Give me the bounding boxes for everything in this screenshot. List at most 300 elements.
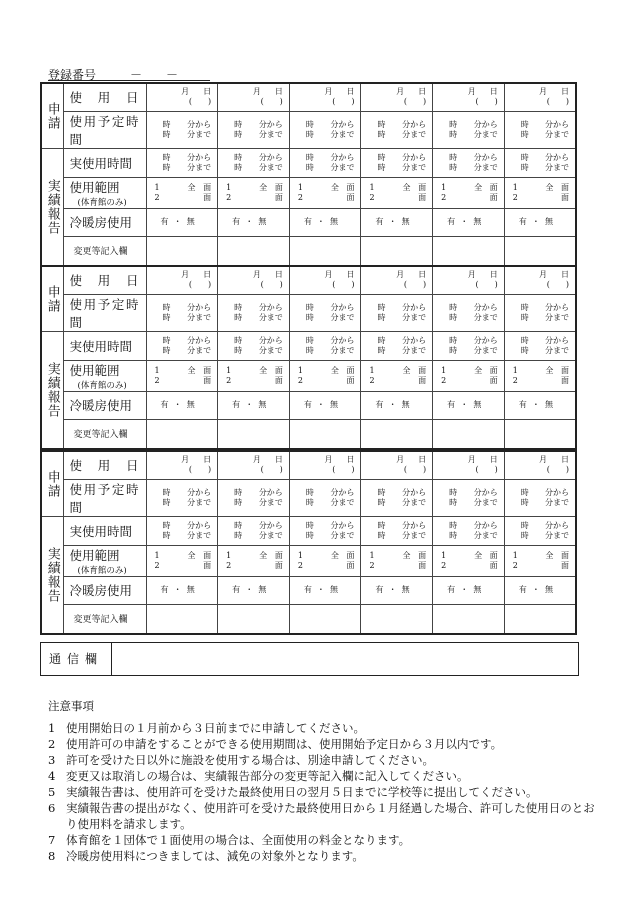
- hour-unit: 時: [305, 302, 314, 312]
- ac-yes: 有: [518, 585, 527, 594]
- range-cell[interactable]: [146, 360, 218, 391]
- note-number: 1: [48, 721, 56, 735]
- hour-unit: 時: [449, 119, 458, 129]
- minute-from: 分から: [473, 335, 498, 345]
- minute-from: 分から: [187, 520, 212, 530]
- option-one: 1: [297, 365, 303, 375]
- ac-yes: 有: [375, 585, 384, 594]
- hour-unit: 時: [449, 520, 458, 530]
- minute-until: 分まで: [402, 345, 427, 355]
- remarks-cell[interactable]: [361, 419, 433, 449]
- range-cell[interactable]: [289, 360, 361, 391]
- date-cell[interactable]: [504, 451, 576, 479]
- face-char: 面: [346, 182, 355, 192]
- minute-from: 分から: [545, 119, 569, 129]
- range-cell[interactable]: [146, 177, 218, 208]
- label-remarks: 変更等記入欄: [63, 419, 146, 449]
- ac-cell[interactable]: [218, 391, 290, 419]
- ac-cell[interactable]: [146, 391, 218, 419]
- weekday-paren: ( ): [546, 280, 569, 290]
- ac-dot: ・: [316, 400, 325, 409]
- minute-from: 分から: [402, 520, 427, 530]
- month-unit: 月: [539, 455, 547, 465]
- ac-dot: ・: [245, 585, 254, 594]
- note-item: [48, 768, 596, 784]
- range-cell[interactable]: [146, 545, 218, 576]
- usage-range-note: (体育館のみ): [77, 565, 127, 576]
- whole-char: 全: [330, 365, 339, 375]
- hour-unit: 時: [234, 520, 243, 530]
- ac-no: 無: [473, 585, 482, 594]
- range-cell[interactable]: [361, 545, 433, 576]
- label-remarks: 変更等記入欄: [63, 604, 146, 634]
- option-two: 2: [154, 375, 160, 385]
- weekday-paren: ( ): [403, 465, 427, 475]
- hour-unit: 時: [449, 162, 458, 172]
- time-cell[interactable]: [146, 294, 218, 331]
- hour-unit: 時: [234, 129, 243, 139]
- label-usage-date: 使用日: [63, 266, 146, 294]
- date-cell[interactable]: [361, 83, 433, 111]
- time-cell[interactable]: [218, 516, 290, 545]
- label-planned-time: 使用予定時間: [63, 479, 146, 516]
- whole-char: 全: [187, 550, 196, 560]
- minute-until: 分まで: [258, 129, 283, 139]
- face-char: 面: [418, 560, 427, 570]
- option-one: 1: [154, 365, 160, 375]
- ac-cell[interactable]: [218, 576, 290, 604]
- minute-until: 分まで: [187, 312, 212, 322]
- hour-unit: 時: [377, 487, 386, 497]
- hour-unit: 時: [520, 487, 529, 497]
- range-cell[interactable]: [289, 545, 361, 576]
- time-cell[interactable]: [289, 479, 361, 516]
- ac-no: 無: [473, 217, 482, 226]
- time-cell[interactable]: [289, 294, 361, 331]
- ac-no: 無: [330, 217, 338, 226]
- minute-from: 分から: [187, 302, 212, 312]
- range-cell[interactable]: [504, 177, 576, 208]
- minute-until: 分まで: [330, 530, 355, 540]
- day-unit: 日: [418, 455, 427, 465]
- time-cell[interactable]: [361, 111, 433, 148]
- remarks-cell[interactable]: [433, 419, 505, 449]
- ac-no: 無: [544, 585, 553, 594]
- remarks-cell[interactable]: [504, 236, 576, 266]
- month-unit: 月: [252, 270, 261, 280]
- minute-until: 分まで: [545, 345, 569, 355]
- option-one: 1: [226, 365, 232, 375]
- minute-until: 分まで: [258, 162, 283, 172]
- date-cell[interactable]: [218, 451, 290, 479]
- option-one: 1: [154, 550, 160, 560]
- day-unit: 日: [203, 87, 212, 97]
- face-char: 面: [561, 365, 569, 375]
- ac-cell[interactable]: [146, 208, 218, 236]
- minute-until: 分まで: [330, 162, 355, 172]
- note-item: [48, 784, 596, 800]
- option-two: 2: [154, 560, 160, 570]
- date-cell[interactable]: [218, 83, 290, 111]
- remarks-cell[interactable]: [433, 236, 505, 266]
- minute-until: 分まで: [187, 530, 212, 540]
- time-cell[interactable]: [218, 148, 290, 177]
- label-usage-range: [63, 360, 146, 391]
- face-char: 面: [489, 375, 498, 385]
- minute-from: 分から: [330, 302, 355, 312]
- note-item: [48, 720, 596, 736]
- ac-cell[interactable]: [433, 208, 505, 236]
- hour-unit: 時: [449, 302, 458, 312]
- note-text: 実績報告書の提出がなく、使用許可を受けた最終使用日から１月経過した場合、許可した使用日のとおり使用料を請求します。: [66, 801, 595, 831]
- hour-unit: 時: [449, 487, 458, 497]
- minute-from: 分から: [545, 302, 569, 312]
- ac-yes: 有: [232, 217, 241, 226]
- minute-from: 分から: [330, 335, 355, 345]
- ac-cell[interactable]: [289, 391, 361, 419]
- communication-label: 通信欄: [41, 643, 112, 675]
- weekday-paren: ( ): [403, 97, 427, 107]
- ac-cell[interactable]: [146, 576, 218, 604]
- date-cell[interactable]: [146, 266, 218, 294]
- option-whole: [545, 366, 569, 376]
- time-cell[interactable]: [218, 331, 290, 360]
- weekday-paren: ( ): [260, 97, 283, 107]
- usage-range-text: 使用範囲: [69, 547, 120, 563]
- range-cell[interactable]: [361, 177, 433, 208]
- remarks-cell[interactable]: [146, 236, 218, 266]
- date-cell[interactable]: [218, 266, 290, 294]
- label-planned-time: 使用予定時間: [63, 111, 146, 148]
- ac-yes: 有: [160, 585, 169, 594]
- minute-from: 分から: [187, 335, 212, 345]
- note-item: [48, 848, 596, 864]
- date-cell[interactable]: [289, 451, 361, 479]
- ac-yes: 有: [303, 400, 312, 409]
- face-char: 面: [274, 550, 283, 560]
- time-cell[interactable]: [289, 111, 361, 148]
- hour-unit: 時: [377, 119, 386, 129]
- ac-dot: ・: [173, 585, 182, 594]
- ac-cell[interactable]: [433, 391, 505, 419]
- ac-yes: 有: [447, 217, 456, 226]
- time-cell[interactable]: [433, 516, 505, 545]
- minute-from: 分から: [330, 152, 355, 162]
- hour-unit: 時: [305, 345, 314, 355]
- month-unit: 月: [467, 270, 476, 280]
- whole-char: 全: [474, 550, 483, 560]
- remarks-cell[interactable]: [361, 236, 433, 266]
- minute-from: 分から: [402, 487, 427, 497]
- date-cell[interactable]: [433, 451, 505, 479]
- ac-yes: 有: [303, 217, 312, 226]
- time-cell[interactable]: [289, 148, 361, 177]
- hour-unit: 時: [449, 345, 458, 355]
- whole-char: 全: [474, 182, 483, 192]
- registration-underline: [48, 80, 210, 81]
- hour-unit: 時: [520, 152, 529, 162]
- hour-unit: 時: [234, 152, 243, 162]
- minute-until: 分まで: [473, 345, 498, 355]
- minute-from: 分から: [473, 487, 498, 497]
- time-cell[interactable]: [433, 294, 505, 331]
- option-whole: [474, 366, 498, 376]
- time-cell[interactable]: [146, 331, 218, 360]
- option-whole: [402, 366, 426, 376]
- time-cell[interactable]: [504, 111, 576, 148]
- option-two: 2: [297, 192, 303, 202]
- option-whole: [259, 366, 283, 376]
- option-two: 2: [512, 560, 518, 570]
- time-cell[interactable]: [504, 479, 576, 516]
- label-air-conditioning: 冷暖房使用: [63, 391, 146, 419]
- time-cell[interactable]: [146, 479, 218, 516]
- time-cell[interactable]: [504, 148, 576, 177]
- weekday-paren: ( ): [546, 97, 569, 107]
- label-air-conditioning: 冷暖房使用: [63, 576, 146, 604]
- minute-from: 分から: [330, 487, 355, 497]
- note-number: 8: [48, 849, 56, 863]
- day-unit: 日: [346, 87, 355, 97]
- face-char: 面: [274, 375, 283, 385]
- ac-dot: ・: [245, 217, 254, 226]
- remarks-cell[interactable]: [146, 419, 218, 449]
- minute-until: 分まで: [258, 345, 283, 355]
- usage-range-note: (体育館のみ): [77, 380, 127, 391]
- date-cell[interactable]: [504, 83, 576, 111]
- ac-cell[interactable]: [218, 208, 290, 236]
- time-cell[interactable]: [146, 516, 218, 545]
- ac-yes: 有: [375, 217, 384, 226]
- range-cell[interactable]: [433, 545, 505, 576]
- remarks-cell[interactable]: [504, 419, 576, 449]
- range-cell[interactable]: [218, 545, 290, 576]
- date-cell[interactable]: [146, 451, 218, 479]
- ac-cell[interactable]: [504, 208, 576, 236]
- date-cell[interactable]: [289, 266, 361, 294]
- time-cell[interactable]: [361, 294, 433, 331]
- hour-unit: 時: [377, 312, 386, 322]
- time-cell[interactable]: [361, 479, 433, 516]
- section-application: 申請: [41, 266, 63, 331]
- time-cell[interactable]: [433, 479, 505, 516]
- note-text: 冷暖房使用料につきましては、減免の対象外となります。: [66, 849, 364, 863]
- range-cell[interactable]: [289, 177, 361, 208]
- day-unit: 日: [203, 270, 212, 280]
- date-cell[interactable]: [146, 83, 218, 111]
- time-cell[interactable]: [146, 148, 218, 177]
- option-one: 1: [512, 550, 518, 560]
- remarks-cell[interactable]: [146, 604, 218, 634]
- note-item: [48, 736, 596, 752]
- ac-cell[interactable]: [433, 576, 505, 604]
- note-text: 許可を受けた日以外に施設を使用する場合は、別途申請してください。: [66, 753, 434, 767]
- minute-from: 分から: [473, 152, 498, 162]
- month-unit: 月: [467, 455, 476, 465]
- date-cell[interactable]: [433, 266, 505, 294]
- minute-from: 分から: [187, 487, 212, 497]
- hour-unit: 時: [377, 497, 386, 507]
- minute-from: 分から: [545, 152, 569, 162]
- ac-cell[interactable]: [361, 391, 433, 419]
- remarks-cell[interactable]: [218, 604, 290, 634]
- remarks-cell[interactable]: [218, 236, 290, 266]
- range-cell[interactable]: [433, 360, 505, 391]
- label-actual-time: 実使用時間: [63, 148, 146, 177]
- face-char: 面: [418, 550, 427, 560]
- time-cell[interactable]: [504, 331, 576, 360]
- ac-dot: ・: [245, 400, 254, 409]
- range-cell[interactable]: [218, 177, 290, 208]
- time-cell[interactable]: [289, 331, 361, 360]
- note-number: 7: [48, 833, 56, 847]
- weekday-paren: ( ): [188, 97, 212, 107]
- ac-cell[interactable]: [361, 576, 433, 604]
- range-cell[interactable]: [361, 360, 433, 391]
- time-cell[interactable]: [361, 148, 433, 177]
- month-unit: 月: [467, 87, 476, 97]
- note-number: 2: [48, 737, 56, 751]
- label-usage-range: [63, 177, 146, 208]
- ac-cell[interactable]: [289, 576, 361, 604]
- ac-no: 無: [473, 400, 482, 409]
- remarks-cell[interactable]: [289, 419, 361, 449]
- range-cell[interactable]: [433, 177, 505, 208]
- date-cell[interactable]: [504, 266, 576, 294]
- ac-dot: ・: [173, 217, 182, 226]
- option-one: 1: [441, 365, 447, 375]
- time-cell[interactable]: [433, 331, 505, 360]
- note-item: [48, 752, 596, 768]
- range-cell[interactable]: [504, 360, 576, 391]
- minute-until: 分まで: [545, 129, 569, 139]
- option-one: 1: [369, 365, 375, 375]
- month-unit: 月: [396, 87, 405, 97]
- ac-cell[interactable]: [504, 576, 576, 604]
- ac-dot: ・: [316, 585, 325, 594]
- ac-no: 無: [258, 217, 267, 226]
- whole-char: 全: [402, 182, 411, 192]
- ac-dot: ・: [388, 400, 397, 409]
- minute-until: 分まで: [473, 312, 498, 322]
- face-char: 面: [203, 192, 212, 202]
- remarks-cell[interactable]: [289, 604, 361, 634]
- hour-unit: 時: [162, 497, 171, 507]
- hour-unit: 時: [162, 152, 171, 162]
- ac-no: 無: [330, 585, 338, 594]
- time-cell[interactable]: [361, 516, 433, 545]
- face-char: 面: [274, 365, 283, 375]
- remarks-cell[interactable]: [361, 604, 433, 634]
- minute-until: 分まで: [545, 530, 569, 540]
- option-one: 1: [154, 182, 160, 192]
- time-cell[interactable]: [504, 294, 576, 331]
- option-whole: [259, 551, 283, 561]
- minute-from: 分から: [258, 335, 283, 345]
- minute-from: 分から: [473, 520, 498, 530]
- option-whole: [545, 551, 569, 561]
- month-unit: 月: [324, 87, 333, 97]
- weekday-paren: ( ): [188, 465, 212, 475]
- date-cell[interactable]: [361, 266, 433, 294]
- time-cell[interactable]: [218, 294, 290, 331]
- face-char: 面: [489, 550, 498, 560]
- time-cell[interactable]: [218, 479, 290, 516]
- option-one: 1: [512, 182, 518, 192]
- label-usage-range: [63, 545, 146, 576]
- time-cell[interactable]: [218, 111, 290, 148]
- weekday-paren: ( ): [188, 280, 212, 290]
- label-air-conditioning: 冷暖房使用: [63, 208, 146, 236]
- minute-from: 分から: [258, 487, 283, 497]
- hour-unit: 時: [305, 335, 314, 345]
- remarks-cell[interactable]: [433, 604, 505, 634]
- hour-unit: 時: [449, 312, 458, 322]
- option-whole: [474, 551, 498, 561]
- remarks-cell[interactable]: [504, 604, 576, 634]
- weekday-paren: ( ): [260, 465, 283, 475]
- date-cell[interactable]: [361, 451, 433, 479]
- face-char: 面: [346, 550, 355, 560]
- date-cell[interactable]: [289, 83, 361, 111]
- remarks-cell[interactable]: [218, 419, 290, 449]
- minute-until: 分まで: [187, 497, 212, 507]
- hour-unit: 時: [377, 302, 386, 312]
- day-unit: 日: [489, 270, 498, 280]
- hour-unit: 時: [162, 302, 171, 312]
- time-cell[interactable]: [504, 516, 576, 545]
- ac-no: 無: [186, 400, 195, 409]
- time-cell[interactable]: [433, 148, 505, 177]
- option-two: 2: [154, 192, 160, 202]
- option-two: 2: [226, 192, 232, 202]
- remarks-cell[interactable]: [289, 236, 361, 266]
- minute-until: 分まで: [473, 530, 498, 540]
- whole-char: 全: [545, 550, 554, 560]
- communication-box[interactable]: [40, 642, 579, 676]
- range-cell[interactable]: [504, 545, 576, 576]
- option-whole: [188, 366, 212, 376]
- registration-separator: －: [130, 68, 143, 82]
- ac-cell[interactable]: [504, 391, 576, 419]
- time-cell[interactable]: [289, 516, 361, 545]
- ac-dot: ・: [531, 585, 540, 594]
- minute-from: 分から: [545, 335, 569, 345]
- minute-until: 分まで: [187, 345, 212, 355]
- hour-unit: 時: [520, 129, 529, 139]
- range-cell[interactable]: [218, 360, 290, 391]
- registration-separator: －: [166, 68, 179, 82]
- option-one: 1: [369, 182, 375, 192]
- face-char: 面: [203, 560, 212, 570]
- time-cell[interactable]: [361, 331, 433, 360]
- time-cell[interactable]: [433, 111, 505, 148]
- time-cell[interactable]: [146, 111, 218, 148]
- date-cell[interactable]: [433, 83, 505, 111]
- ac-cell[interactable]: [361, 208, 433, 236]
- note-number: 6: [48, 801, 56, 815]
- usage-range-text: 使用範囲: [69, 362, 120, 378]
- hour-unit: 時: [305, 530, 314, 540]
- hour-unit: 時: [162, 119, 171, 129]
- option-whole: [331, 551, 355, 561]
- ac-cell[interactable]: [289, 208, 361, 236]
- usage-range-note: (体育館のみ): [77, 197, 127, 208]
- ac-yes: 有: [518, 217, 527, 226]
- weekday-paren: ( ): [546, 465, 569, 475]
- ac-yes: 有: [518, 400, 527, 409]
- ac-dot: ・: [460, 217, 469, 226]
